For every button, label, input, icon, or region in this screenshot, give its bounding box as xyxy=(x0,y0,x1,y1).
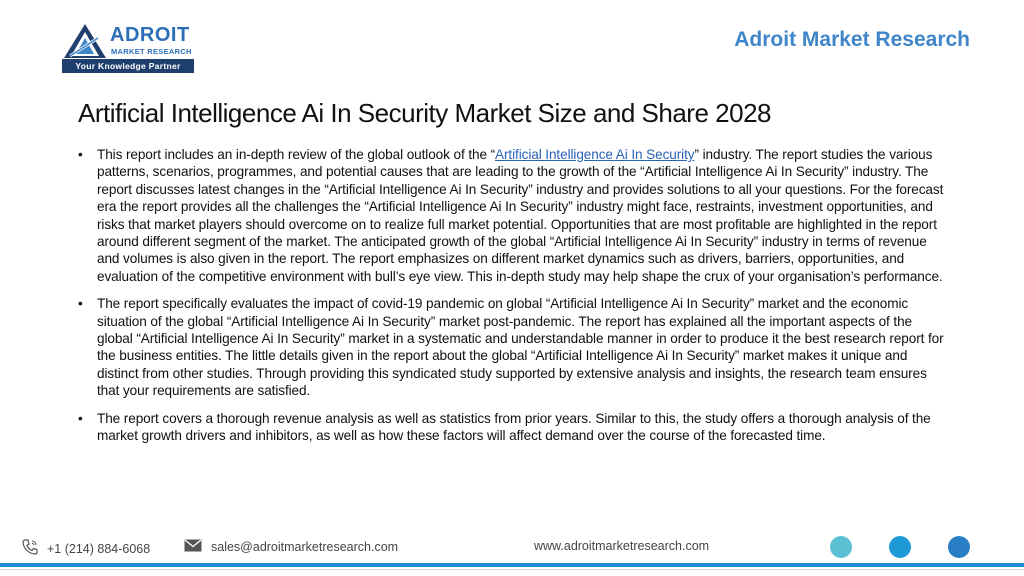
email-address[interactable]: sales@adroitmarketresearch.com xyxy=(211,540,399,554)
bullet-icon: • xyxy=(78,410,83,426)
footer xyxy=(0,535,1024,561)
envelope-icon xyxy=(184,539,202,555)
phone-icon xyxy=(22,539,38,558)
triangle-logo-icon xyxy=(62,22,108,60)
bullet-1-post: ” industry. The report studies the various patterns, scenarios, programmes, and potential causes that are leading to the growth of the “Artificial Intelligence Ai In Security” industry. The report discusses latest changes in the “Artificial Intelligence Ai In Security” industry and provides solutions to all your questions. For the forecast era the report provides all the challenges the “Artificial Intelligence Ai In Security” industry might face, restraints, investment opportunities, and risks that market players should overcome on to realize full market potential. Opportunities that are most profitable are highlighted in the report around different segment of the market. The anticipated growth of the global “Artificial Intelligence Ai In Security” industry in terms of revenue and volumes is also given in the report. The report emphasizes on different market dynamics such as drivers, barriers, opportunities, and evaluation of the competitive environment with bull’s eye view. This in-depth study may help shape the crux of your organisation’s performance. xyxy=(97,147,944,284)
footer-phone xyxy=(22,539,150,558)
report-link[interactable]: Artificial Intelligence Ai In Security xyxy=(495,147,695,162)
bottom-accent-bar xyxy=(0,563,1024,567)
list-item xyxy=(78,146,948,285)
company-logo xyxy=(62,20,196,74)
page-title: Artificial Intelligence Ai In Security Market Size and Share 2028 xyxy=(78,98,771,128)
footer-email xyxy=(184,539,398,555)
bullet-3-text: The report covers a thorough revenue analysis as well as statistics from prior years. Similar to this, the study offers a thorough analysis of the market growth drivers and inhibitors, as well as how these factors will affect demand over the course of the forecasted time. xyxy=(97,410,931,444)
company-name-header: Adroit Market Research xyxy=(734,28,970,51)
bullet-icon: • xyxy=(78,147,83,162)
bullet-1-pre: This report includes an in-depth review of the global outlook of the “ xyxy=(97,147,496,162)
footer-website xyxy=(534,539,709,553)
logo-subtitle: MARKET RESEARCH xyxy=(111,47,192,56)
decorative-dot-3 xyxy=(948,536,970,558)
decorative-dot-2 xyxy=(889,536,911,558)
phone-number: +1 (214) 884-6068 xyxy=(47,541,151,556)
website-url[interactable]: www.adroitmarketresearch.com xyxy=(534,539,710,553)
logo-brand: ADROIT xyxy=(110,24,190,46)
logo-tagline: Your Knowledge Partner xyxy=(62,59,194,73)
list-item xyxy=(78,410,948,445)
list-item xyxy=(78,295,948,399)
bullet-icon: • xyxy=(78,296,83,312)
report-bullets xyxy=(78,146,948,455)
bottom-divider xyxy=(0,569,1024,570)
bullet-2-text: The report specifically evaluates the impact of covid-19 pandemic on global “Artificial Intelligence Ai In Security” market and the economic situation of the global “Artificial Intelligence Ai In Security” market post-pandemic. The report has explained all the important aspects of the global “Artificial Intelligence Ai In Security” market in a systematic and understandable manner in order to produce it the best research report for the business entities. The little details given in the report about the global “Artificial Intelligence Ai In Security” market makes it unique and distinct from other studies. Through providing this syndicated study supported by extensive analysis and insights, the research team ensures that your requirements are satisfied. xyxy=(97,296,944,399)
decorative-dot-1 xyxy=(830,536,852,558)
